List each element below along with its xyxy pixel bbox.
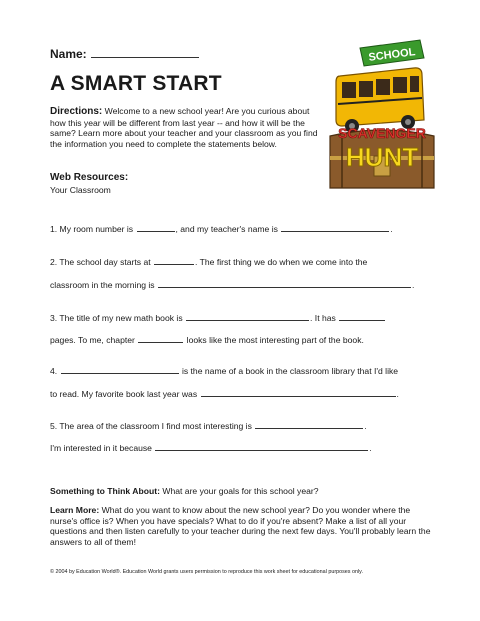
learn-text: What do you want to know about the new school year? Do you wonder where the nurse's office is? When you have specials? What to do if you're absent? Make a list of all your questions and then listen carefully to your teacher during the next few days. You'll probably learn the answers to all of them! xyxy=(50,505,431,547)
teacher-name-blank[interactable] xyxy=(281,223,389,232)
math-book-title-blank[interactable] xyxy=(186,312,309,321)
school-bus-icon xyxy=(336,68,424,133)
start-time-blank[interactable] xyxy=(154,256,194,265)
think-text: What are your goals for this school year? xyxy=(162,486,319,496)
morning-activity-blank[interactable] xyxy=(158,279,411,288)
room-number-blank[interactable] xyxy=(137,223,175,232)
learn-more xyxy=(50,505,435,547)
school-sign-icon xyxy=(360,40,424,66)
school-sign-text: SCHOOL xyxy=(367,46,417,64)
resources-heading: Web Resources: xyxy=(50,172,129,183)
question-3: 3. The title of my new math book is . It has xyxy=(50,312,386,323)
page-count-blank[interactable] xyxy=(339,312,385,321)
name-field-label: Name: xyxy=(50,47,200,61)
something-to-think-about xyxy=(50,486,319,496)
directions xyxy=(50,106,320,149)
page-title: A SMART START xyxy=(50,72,222,95)
library-book-blank[interactable] xyxy=(61,365,179,374)
question-2-cont: classroom in the morning is . xyxy=(50,280,415,290)
chapter-blank[interactable] xyxy=(138,334,183,343)
scavenger-hunt-logo xyxy=(322,38,442,198)
scavenger-word: SCAVENGER xyxy=(338,125,426,141)
learn-label: Learn More: xyxy=(50,505,100,515)
resources-link[interactable]: Your Classroom xyxy=(50,185,111,195)
question-1: 1. My room number is , and my teacher's name is . xyxy=(50,224,393,234)
question-5: 5. The area of the classroom I find most interesting is . xyxy=(50,421,367,431)
think-label: Something to Think About: xyxy=(50,486,160,496)
name-blank[interactable] xyxy=(91,49,199,58)
copyright-notice: © 2004 by Education World®. Education World grants users permission to reproduce this work sheet for educational purposes only. xyxy=(50,569,363,575)
question-4-cont: to read. My favorite book last year was . xyxy=(50,389,399,399)
favorite-book-blank[interactable] xyxy=(201,388,396,397)
question-5-cont: I'm interested in it because . xyxy=(50,443,372,453)
question-3-cont: pages. To me, chapter looks like the most interesting part of the book. xyxy=(50,335,364,345)
classroom-area-blank[interactable] xyxy=(255,420,363,429)
directions-label: Directions: xyxy=(50,106,103,117)
question-4: 4. is the name of a book in the classroom library that I'd like xyxy=(50,366,399,376)
hunt-word: HUNT xyxy=(345,142,419,172)
question-2: 2. The school day starts at . The first thing we do when we come into the xyxy=(50,257,368,267)
directions-text: Welcome to a new school year! Are you curious about how this year will be different from last year -- and how it will be the same? Learn more about your teacher and your classroom as you find the information you need to complete the statements below. xyxy=(50,106,318,149)
interest-reason-blank[interactable] xyxy=(155,442,368,451)
